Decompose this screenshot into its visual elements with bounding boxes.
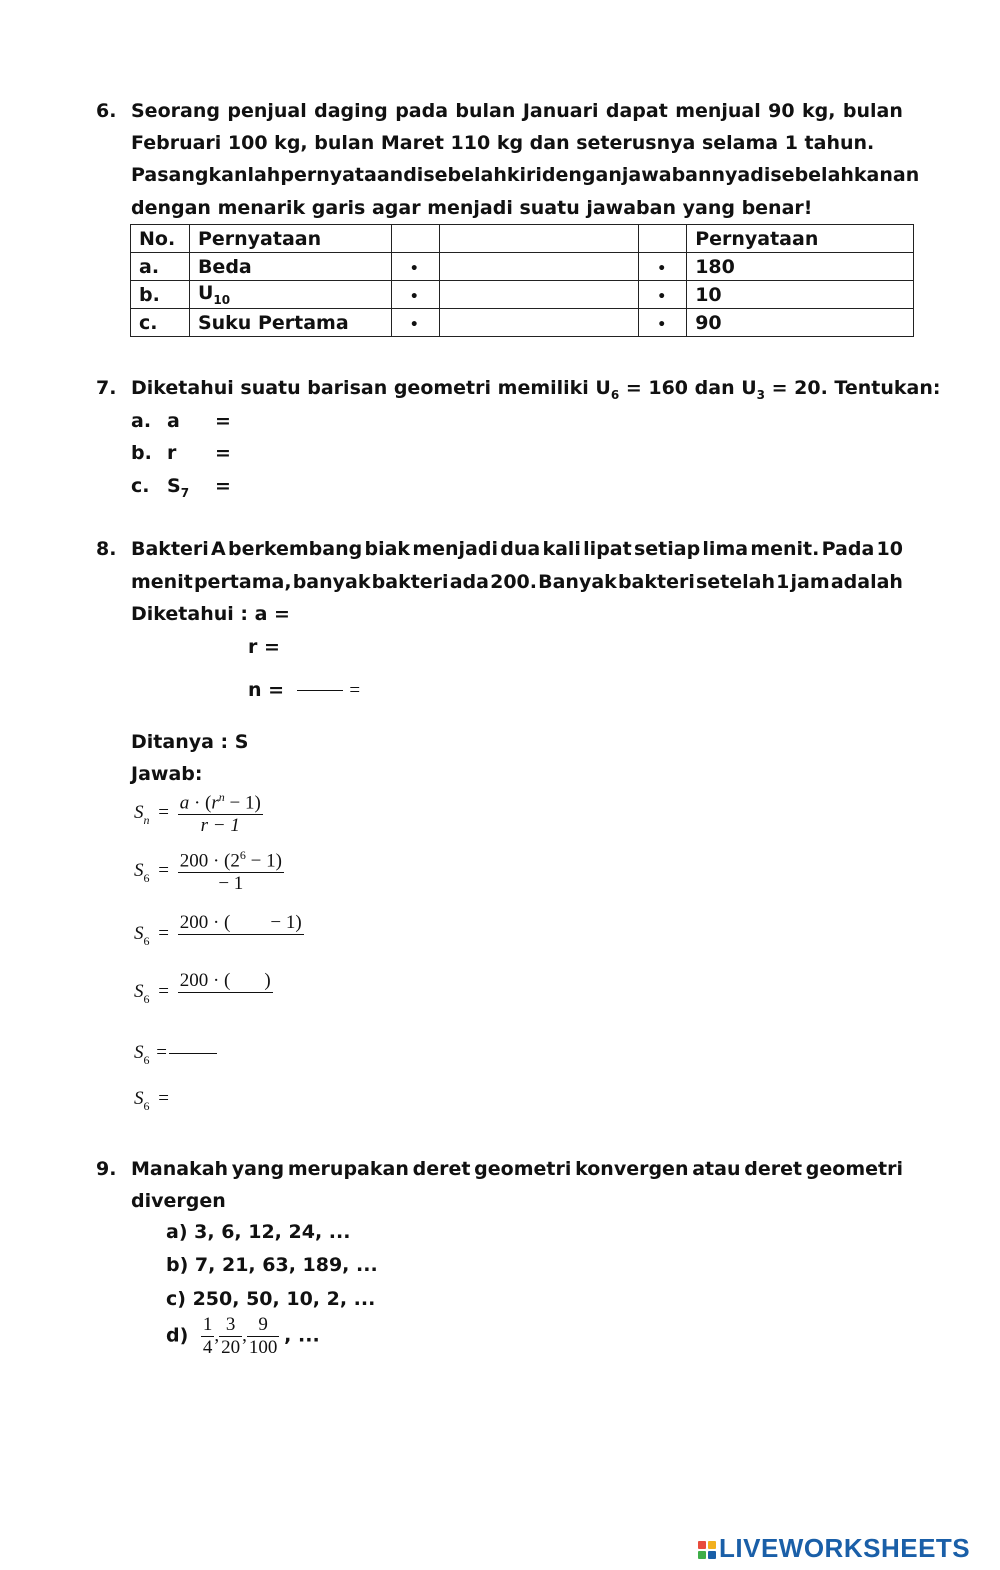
left-connector-dot[interactable]: • <box>391 281 439 309</box>
q7-item-a: a. a = <box>131 410 231 432</box>
q7-answer-c-input[interactable] <box>240 473 444 499</box>
word: geometri <box>474 1158 572 1180</box>
word: sebelah <box>423 164 507 186</box>
row-no: b. <box>131 281 190 309</box>
header-blank <box>639 225 687 253</box>
word: merupakan <box>287 1158 409 1180</box>
word: Pada <box>821 538 875 560</box>
word: lima <box>702 538 749 560</box>
final-answer-input[interactable] <box>180 1088 384 1114</box>
word: bulan <box>455 100 516 122</box>
formula-step-2: $S_6$ = $\frac{200 \cdot (2^6 - 1)}{- 1}$ <box>134 848 282 895</box>
formula-step-4: $S_6$ = 200 · ( ) <box>134 970 271 1006</box>
q6-line-4: dengan menarik garis agar menjadi suatu jawaban yang benar! <box>131 197 813 219</box>
word: kg, <box>802 100 836 122</box>
word: bakteri <box>371 571 449 593</box>
liveworksheets-logo <box>698 1533 970 1564</box>
q7-answer-b-input[interactable] <box>240 440 444 466</box>
q7-item-b: b. r = <box>131 442 231 464</box>
word: Januari <box>522 100 599 122</box>
word: Bakteri <box>131 538 209 560</box>
line-drawing-area[interactable] <box>439 309 639 337</box>
word: lipat <box>583 538 632 560</box>
table-row <box>131 309 914 337</box>
q7-number: 7. <box>96 377 117 399</box>
word: setiap <box>633 538 701 560</box>
row-no: c. <box>131 309 190 337</box>
word: penjual <box>227 100 307 122</box>
word: bulan <box>842 100 903 122</box>
table-row <box>131 281 914 309</box>
word: 90 <box>768 100 795 122</box>
q6-line-1 <box>131 100 903 122</box>
q7-item-c: c. $S_7$ = <box>131 475 231 500</box>
header-right-statement: Pernyataan <box>687 225 914 253</box>
word: ada <box>449 571 489 593</box>
word: Banyak <box>538 571 617 593</box>
word: yang <box>231 1158 285 1180</box>
q8-known-a: Diketahui : a = <box>131 603 290 625</box>
q8-answer-label: Jawab: <box>131 763 203 785</box>
q6-line-3 <box>131 164 920 186</box>
word: biak <box>364 538 411 560</box>
word: menit <box>131 571 193 593</box>
formula-step-3: $S_6$ = 200 · ( − 1) <box>134 912 302 948</box>
header-blank <box>391 225 439 253</box>
word: jam <box>790 571 830 593</box>
q6-number: 6. <box>96 100 117 122</box>
word: A <box>211 538 226 560</box>
step5-blank[interactable] <box>169 1053 217 1054</box>
row-no: a. <box>131 253 190 281</box>
header-left-statement: Pernyataan <box>189 225 391 253</box>
q8-known-n: n = = <box>248 679 361 701</box>
word: di <box>403 164 424 186</box>
q9-number: 9. <box>96 1158 117 1180</box>
word: menjadi <box>412 538 498 560</box>
word: sebelah <box>770 164 854 186</box>
word: bakteri <box>617 571 695 593</box>
q9-option-d[interactable]: d) $\frac{1}{4}$ , $\frac{3}{20}$ , $\frac{9}{100}$ , ... <box>166 1314 320 1358</box>
row-left-statement: Beda <box>189 253 391 281</box>
word: deret <box>412 1158 471 1180</box>
word: Pasangkanlah <box>131 164 281 186</box>
word: atau <box>692 1158 741 1180</box>
q9-line-2: divergen <box>131 1190 226 1212</box>
line-drawing-area[interactable] <box>439 253 639 281</box>
word: pernyataan <box>280 164 404 186</box>
q8-asked: Ditanya : S <box>131 731 249 753</box>
q9-option-c[interactable]: c) 250, 50, 10, 2, ... <box>166 1288 376 1310</box>
word: konvergen <box>575 1158 689 1180</box>
word: pada <box>395 100 449 122</box>
word: pertama, <box>193 571 292 593</box>
formula-step-6: $S_6$ = <box>134 1088 169 1113</box>
q7-answer-a-input[interactable] <box>240 408 444 434</box>
table-header-row <box>131 225 914 253</box>
word: menit. <box>750 538 820 560</box>
word: menjual <box>675 100 761 122</box>
q6-line-2: Februari 100 kg, bulan Maret 110 kg dan seterusnya selama 1 tahun. <box>131 132 875 154</box>
word: di <box>750 164 771 186</box>
word: 200. <box>490 571 537 593</box>
word: adalah <box>830 571 903 593</box>
word: dengan <box>541 164 622 186</box>
q8-known-r: r = <box>248 636 280 658</box>
word: Manakah <box>131 1158 229 1180</box>
right-connector-dot[interactable]: • <box>639 253 687 281</box>
formula-step-5: $S_6$ = <box>134 1042 217 1064</box>
word: banyak <box>292 571 371 593</box>
n-fraction-blank[interactable] <box>297 690 343 691</box>
header-blank <box>439 225 639 253</box>
formula-general: $S_n$ = $\frac{a \cdot (r^n - 1)}{r - 1}$ <box>134 790 261 837</box>
word: setelah <box>696 571 776 593</box>
word: 1 <box>776 571 790 593</box>
left-connector-dot[interactable]: • <box>391 309 439 337</box>
row-left-statement: $U_{10}$ <box>189 281 391 309</box>
q8-line-1 <box>131 538 903 560</box>
table-row <box>131 253 914 281</box>
word: kanan <box>853 164 920 186</box>
q9-option-a[interactable]: a) 3, 6, 12, 24, ... <box>166 1221 351 1243</box>
matching-table <box>130 224 914 337</box>
right-connector-dot[interactable]: • <box>639 309 687 337</box>
q9-option-b[interactable]: b) 7, 21, 63, 189, ... <box>166 1254 378 1276</box>
word: kali <box>542 538 581 560</box>
q9-line-1 <box>131 1158 903 1180</box>
header-no: No. <box>131 225 190 253</box>
word: berkembang <box>228 538 363 560</box>
word: jawabannya <box>621 164 751 186</box>
right-connector-dot[interactable]: • <box>639 281 687 309</box>
word: geometri <box>805 1158 903 1180</box>
q8-number: 8. <box>96 538 117 560</box>
row-left-statement: Suku Pertama <box>189 309 391 337</box>
row-right-answer: 10 <box>687 281 914 309</box>
word: daging <box>314 100 388 122</box>
logo-text: LIVEWORKSHEETS <box>719 1533 971 1563</box>
word: deret <box>744 1158 803 1180</box>
row-right-answer: 90 <box>687 309 914 337</box>
q7-question-text: Diketahui suatu barisan geometri memiliki $U_6 = 160$ dan $U_3 = 20$. Tentukan: <box>131 377 941 402</box>
word: dua <box>500 538 541 560</box>
word: dapat <box>605 100 668 122</box>
word: Seorang <box>131 100 220 122</box>
q8-line-2 <box>131 571 903 593</box>
word: 10 <box>876 538 903 560</box>
word: kiri <box>506 164 542 186</box>
row-right-answer: 180 <box>687 253 914 281</box>
liveworksheets-logo-icon <box>698 1541 716 1559</box>
line-drawing-area[interactable] <box>439 281 639 309</box>
left-connector-dot[interactable]: • <box>391 253 439 281</box>
